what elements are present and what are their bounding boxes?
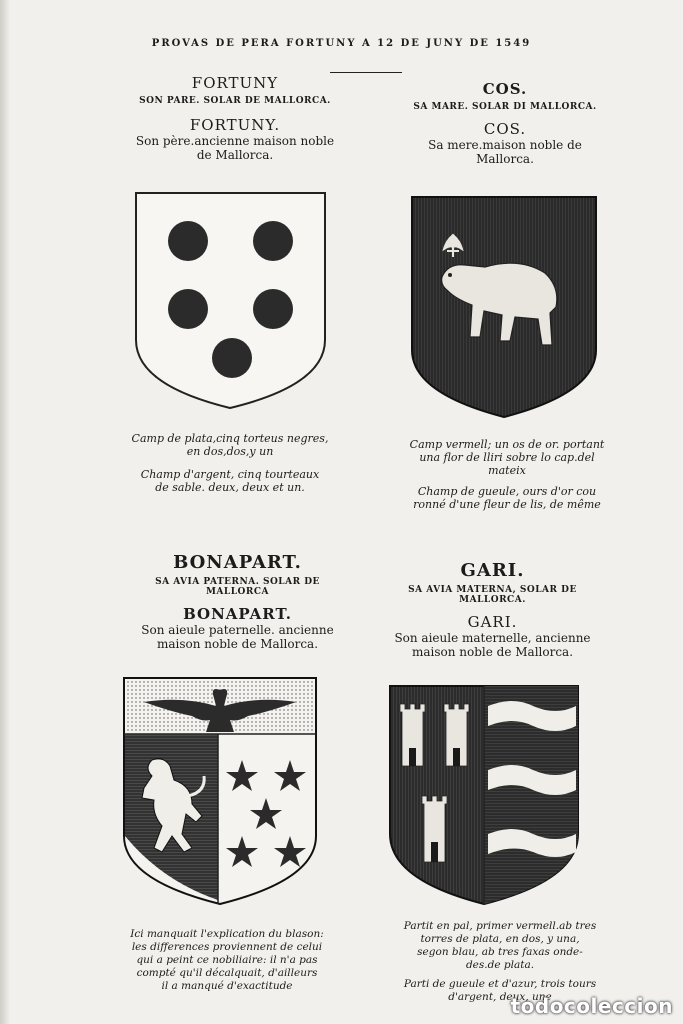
bonapart-fr-line1: Son aieule paternelle. ancienne <box>141 623 334 637</box>
bonapart-heading <box>105 552 370 651</box>
gari-title: GARI. <box>460 560 525 581</box>
fortuny-fr-line2: de Mallorca. <box>196 148 274 162</box>
cos-subtitle: SA MARE. SOLAR DI MALLORCA. <box>413 102 597 112</box>
gari-caption-5: Parti de gueule et d'azur, trois tours <box>403 978 597 990</box>
fortuny-caption-fr-1: Champ d'argent, cinq tourteaux <box>140 468 320 481</box>
torteau-2 <box>253 221 293 261</box>
bonapart-subtitle-2: MALLORCA <box>205 587 270 597</box>
cos-caption-fr-1: Champ de gueule, ours d'or cou <box>417 485 597 498</box>
gari-heading <box>360 560 625 659</box>
fortuny-caption-cat-1: Camp de plata,cinq torteus negres, <box>131 432 329 445</box>
torteau-4 <box>253 289 293 329</box>
fortuny-heading <box>110 74 360 162</box>
bonapart-caption-2: les differences proviennent de celui <box>131 941 323 953</box>
cos-fr-title: COS. <box>483 120 527 138</box>
bonapart-fr-line2: maison noble de Mallorca. <box>156 637 319 651</box>
gari-subtitle-2: MALLORCA. <box>459 595 526 605</box>
cos-caption-cat-1: Camp vermell; un os de or. portant <box>409 438 605 451</box>
bonapart-shield <box>122 676 318 906</box>
fortuny-shield <box>133 190 328 412</box>
fortuny-subtitle: SON PARE. SOLAR DE MALLORCA. <box>139 96 331 106</box>
fortuny-title: FORTUNY <box>191 74 279 92</box>
gari-caption-6: d'argent, deux, une <box>448 991 552 1003</box>
torteau-3 <box>168 289 208 329</box>
cos-fr-line2: Mallorca. <box>476 152 534 166</box>
cos-title: COS. <box>482 80 528 98</box>
bonapart-caption-1: Ici manquait l'explication du blason: <box>130 928 324 940</box>
binding-shadow <box>0 0 10 1024</box>
gari-caption-3: segon blau, ab tres faxas onde- <box>417 946 583 958</box>
gari-caption-1: Partit en pal, primer vermell.ab tres <box>403 920 597 932</box>
torteau-1 <box>168 221 208 261</box>
bonapart-subtitle-1: SA AVIA PATERNA. SOLAR DE <box>155 577 320 587</box>
torteau-5 <box>212 338 252 378</box>
bonapart-caption <box>82 928 372 993</box>
gari-caption-2: torres de plata, en dos, y una, <box>420 933 580 945</box>
gari-subtitle-1: SA AVIA MATERNA, SOLAR DE <box>408 585 577 595</box>
bonapart-caption-3: qui a peint ce nobiliaire: il n'a pas <box>136 954 318 966</box>
cos-shield <box>410 195 598 420</box>
running-title: PROVAS DE PERA FORTUNY A 12 DE JUNY DE 1549 <box>151 38 532 49</box>
fortuny-caption-fr-2: de sable. deux, deux et un. <box>155 481 305 494</box>
gari-fr-title: GARI. <box>467 613 518 631</box>
bonapart-title: BONAPART. <box>173 552 302 573</box>
bonapart-caption-4: compté qu'il décalquait, d'ailleurs <box>136 967 318 979</box>
fortuny-caption-cat-2: en dos,dos,y un <box>186 445 274 458</box>
fortuny-fr-line1: Son père.ancienne maison noble <box>135 134 335 148</box>
gari-fr-line2: maison noble de Mallorca. <box>411 645 574 659</box>
cos-caption-fr-2: ronné d'une fleur de lis, de même <box>413 498 601 511</box>
cos-heading <box>380 80 630 166</box>
gari-caption <box>350 920 650 1004</box>
fortuny-fr-title: FORTUNY. <box>189 116 281 134</box>
fortuny-caption <box>95 432 365 494</box>
gari-fr-line1: Son aieule maternelle, ancienne <box>394 631 591 645</box>
cos-caption-cat-3: mateix <box>488 464 526 477</box>
watermark-logo: todocoleccion <box>510 994 673 1018</box>
gari-shield <box>388 684 580 906</box>
cos-fr-line1: Sa mere.maison noble de <box>428 138 582 152</box>
divider-line <box>330 72 402 73</box>
cos-caption <box>372 438 642 511</box>
gari-caption-4: des.de plata. <box>465 959 535 971</box>
bonapart-fr-title: BONAPART. <box>183 605 292 623</box>
bonapart-caption-5: il a manqué d'exactitude <box>161 980 293 992</box>
cos-caption-cat-2: una flor de lliri sobre lo cap.del <box>419 451 595 464</box>
